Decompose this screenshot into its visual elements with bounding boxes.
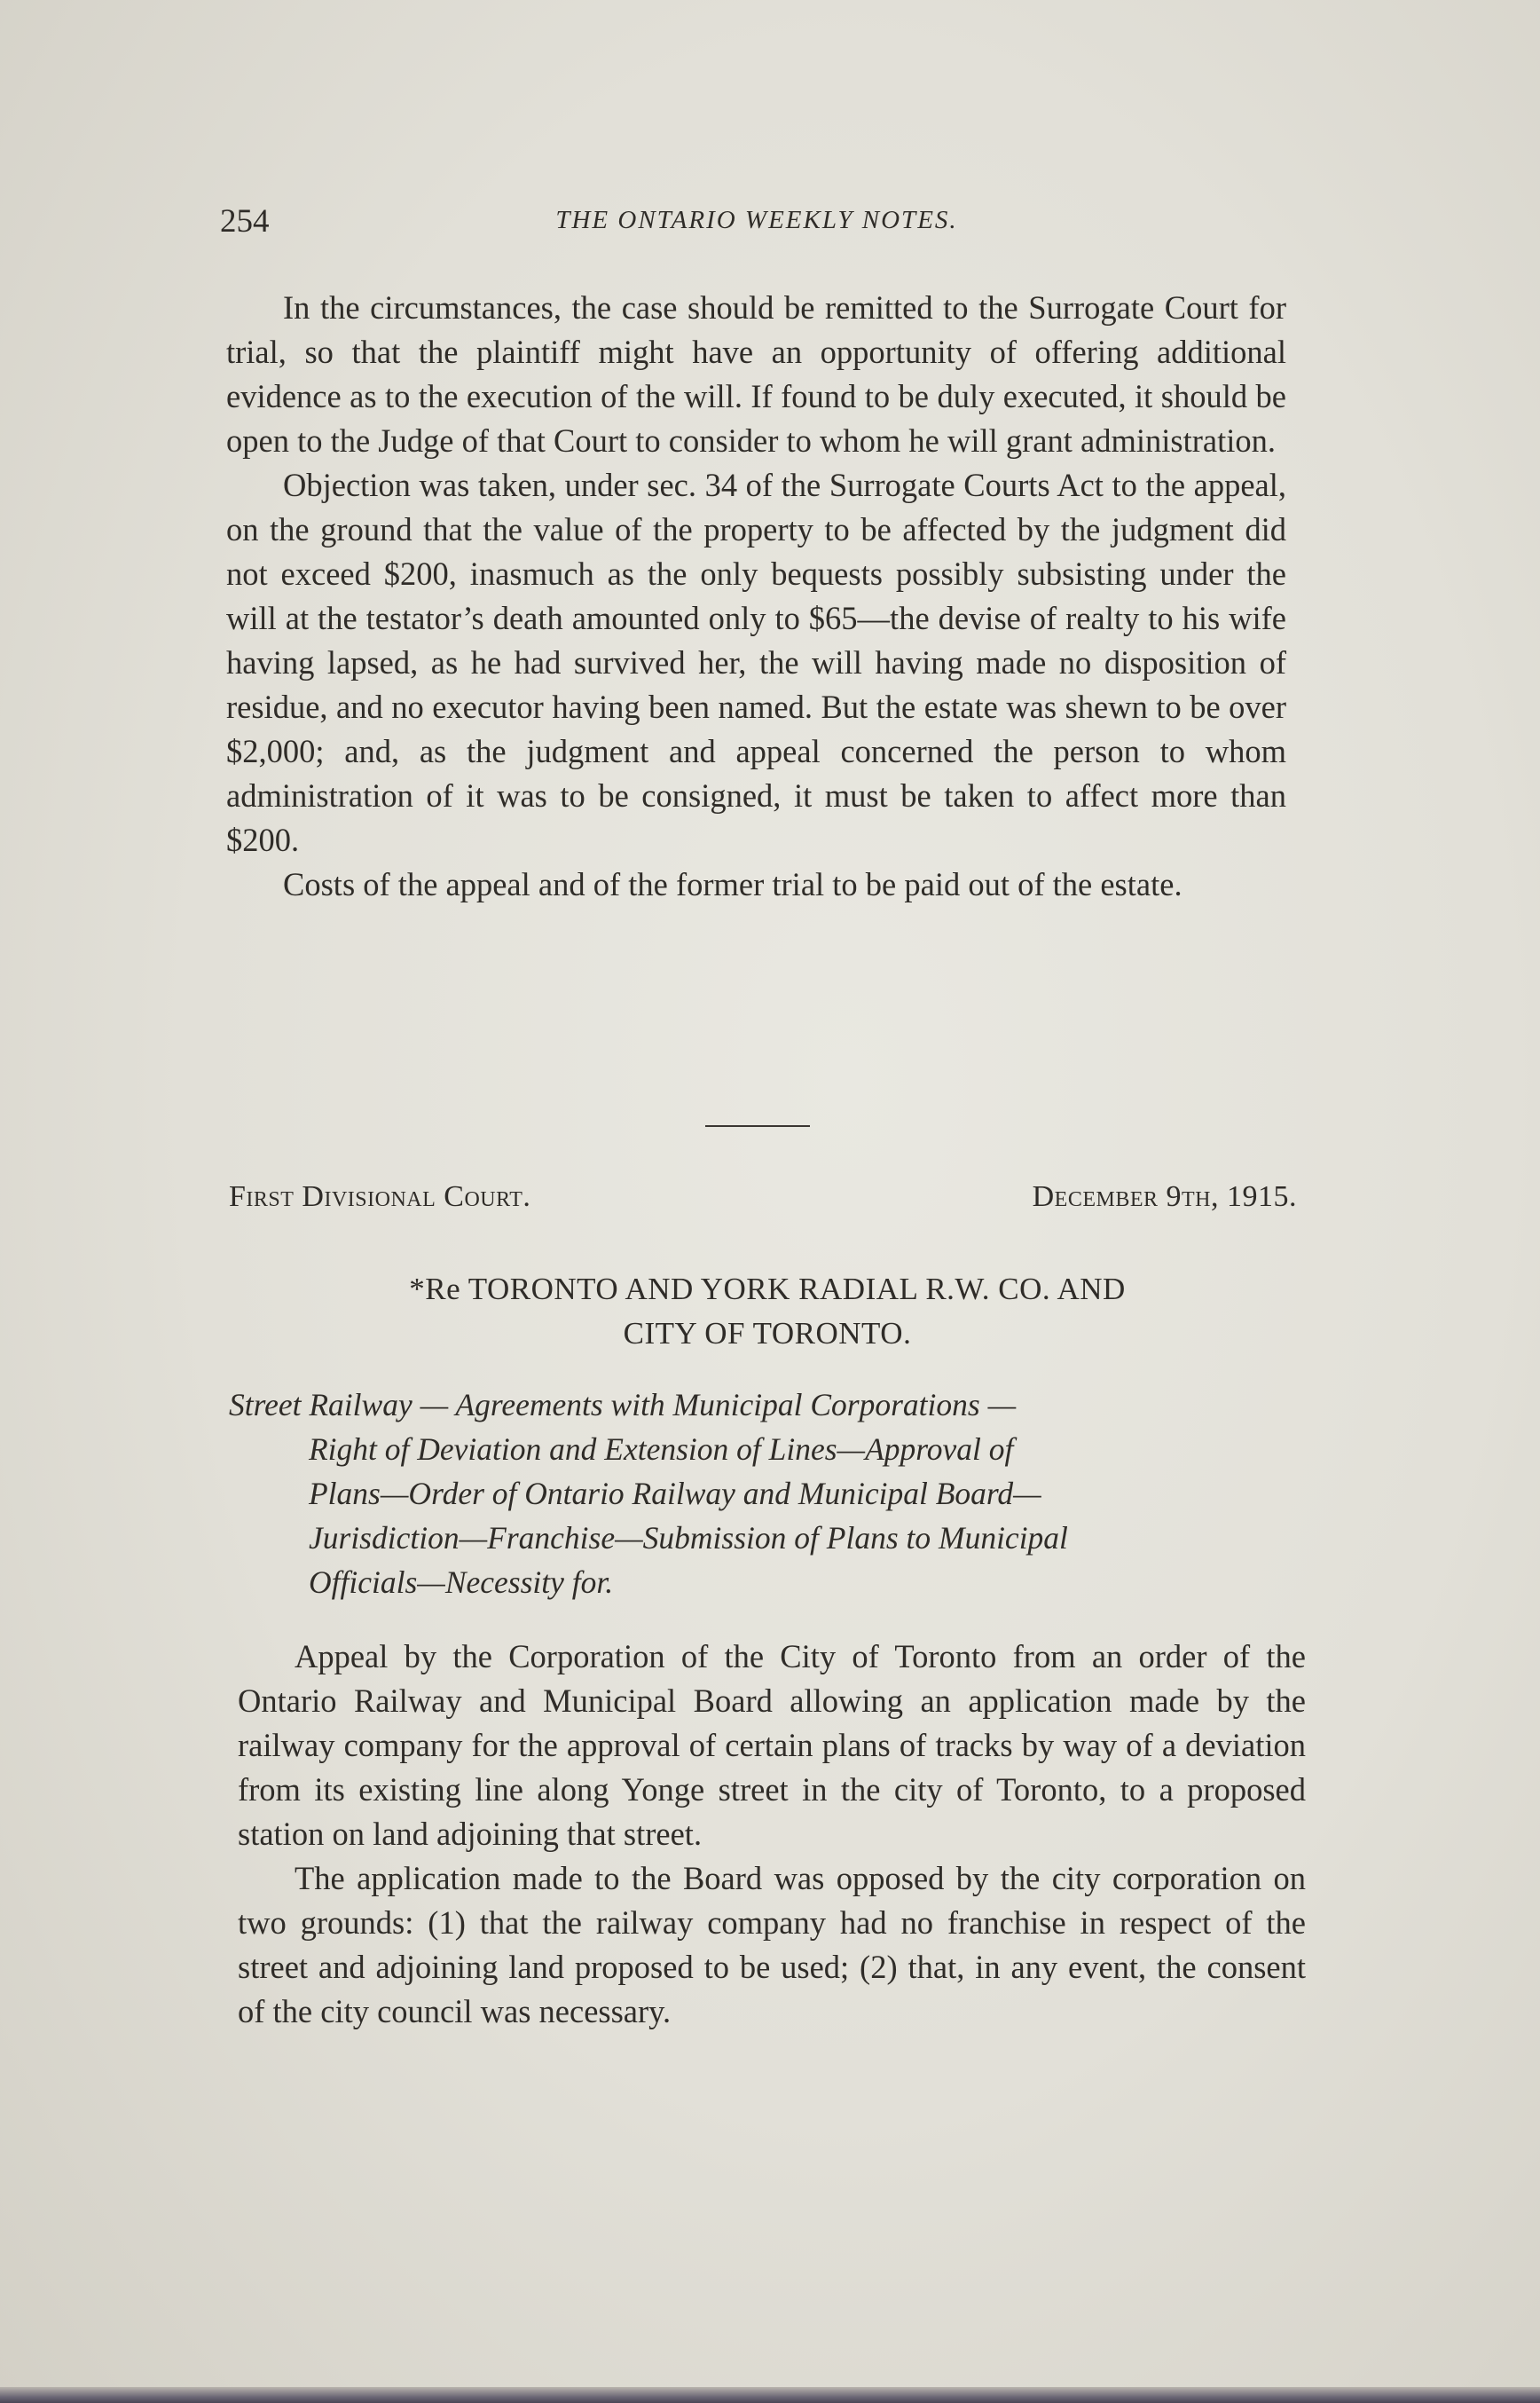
headnote-line-3: Plans—Order of Ontario Railway and Municipal Board— — [309, 1476, 1041, 1511]
case-title — [240, 1267, 1295, 1356]
page-header — [220, 202, 1293, 241]
page-number: 254 — [220, 203, 270, 240]
paragraph-costs: Costs of the appeal and of the former trial to be paid out of the estate. — [283, 866, 1182, 902]
running-head: THE ONTARIO WEEKLY NOTES. — [555, 206, 958, 234]
headnote-line-2: Right of Deviation and Extension of Lines—Approval of — [309, 1431, 1014, 1467]
paragraph-opposition: The application made to the Board was opposed by the city corporation on two grounds: (1) that the railway company had no franchise in respect of the street and adjoining land proposed to be used; (2) that, in any event, the consent of the city council was necessary. — [238, 1860, 1306, 2029]
opening-paragraphs — [226, 286, 1286, 907]
headnote-line-1: Street Railway — Agreements with Municipal Corporations — — [229, 1387, 1017, 1422]
case-title-line-2: CITY OF TORONTO. — [623, 1316, 912, 1351]
headnote-line-4: Jurisdiction—Franchise—Submission of Plans to Municipal — [309, 1520, 1068, 1556]
paragraph-remit-to-surrogate: In the circumstances, the case should be remitted to the Surrogate Court for trial, so that the plaintiff might have an opportunity of offering additional evidence as to the execution of the will. If found to be duly executed, it should be open to the Judge of that Court to consider to whom he will grant administration. — [226, 289, 1286, 459]
headnote — [229, 1383, 1300, 1604]
section-divider — [705, 1125, 810, 1127]
court-name: First Divisional Court. — [229, 1180, 531, 1213]
paragraph-objection: Objection was taken, under sec. 34 of the Surrogate Courts Act to the appeal, on the ground that the value of the property to be affected by the judgment did not exceed $200, inasmuch as the only bequests possibly subsisting under the will at the testator’s death amounted only to $65—the devise of realty to his wife having lapsed, as he had survived her, the will having made no disposition of residue, and no executor having been named. But the estate was shewn to be over $2,000; and, as the judgment and appeal concerned the person to whom administration of it was to be consigned, it must be taken to affect more than $200. — [226, 467, 1286, 858]
paragraph-appeal: Appeal by the Corporation of the City of Toronto from an order of the Ontario Railway and Municipal Board allowing an application made by the railway company for the approval of certain plans of tracks by way of a deviation from its existing line along Yonge street in the city of Toronto, to a proposed station on land adjoining that street. — [238, 1638, 1306, 1852]
case-paragraphs — [238, 1635, 1306, 2034]
decision-date: December 9th, 1915. — [1032, 1180, 1297, 1213]
case-title-line-1: *Re TORONTO AND YORK RADIAL R.W. CO. AND — [409, 1272, 1126, 1306]
headnote-line-5: Officials—Necessity for. — [309, 1564, 614, 1600]
court-line — [229, 1180, 1297, 1223]
page-edge-shadow — [0, 2387, 1540, 2403]
